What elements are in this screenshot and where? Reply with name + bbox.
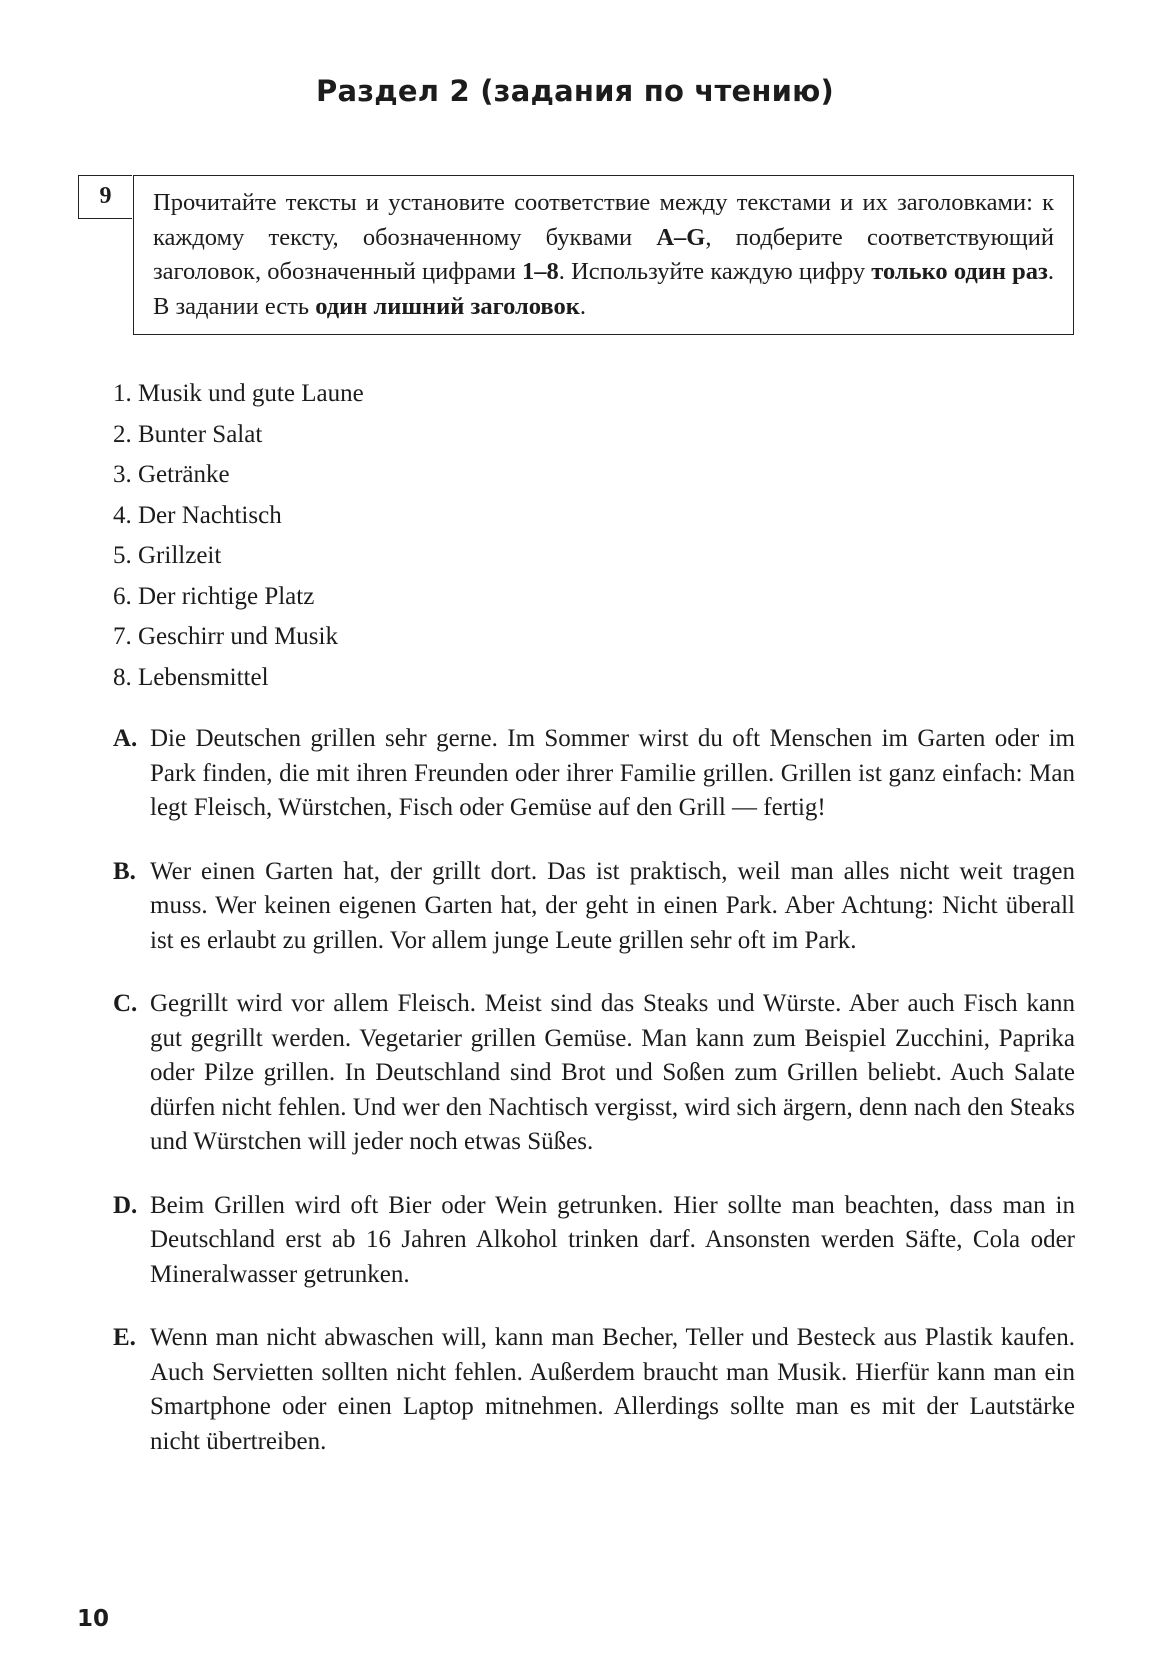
text-body: Gegrillt wird vor allem Fleisch. Meist sind das Steaks und Würste. Aber auch Fisch kann gut gegrillt werden. Vegetarier grillen Gemüse. Man kann zum Beispiel Zucchini, Paprika oder Pilze grillen. In Deutschland sind Brot und Soßen zum Grillen beliebt. Auch Salate dürfen nicht fehlen. Und wer den Nachtisch vergisst, wird sich ärgern, denn nach den Steaks und Würstchen will jeder noch etwas Süßes.	[150, 990, 1075, 1155]
text-letter: A.	[113, 725, 138, 752]
text-letter: E.	[113, 1324, 136, 1351]
instruction-part: Прочитайте тексты и установите соответствие между текстами и их заголовками: к каждому тексту, обозначенному буквами	[153, 189, 1054, 251]
texts-list	[113, 722, 1075, 1488]
task-number: 9	[78, 175, 132, 219]
instruction-part-bold: 1–8	[522, 258, 559, 285]
instruction-part: .	[579, 292, 586, 320]
text-body: Beim Grillen wird oft Bier oder Wein getrunken. Hier sollte man beachten, dass man in Deutschland erst ab 16 Jahren Alkohol trinken darf. Ansonsten werden Säfte, Cola oder Mineralwasser getrunken.	[150, 1191, 1075, 1288]
instruction-part: , подберите соответствующий заголовок, обозначенный цифрами	[153, 223, 1054, 285]
text-letter: C.	[113, 990, 138, 1017]
instruction-part-bold: только один раз	[871, 258, 1048, 285]
heading-item: 2. Bunter Salat	[113, 420, 263, 448]
headings-list	[113, 374, 364, 698]
instruction-part-bold: A–G	[656, 223, 706, 251]
instruction-part: . В задании есть	[153, 258, 1054, 320]
instruction-part-bold: один лишний заголовок	[315, 292, 580, 320]
text-letter: B.	[113, 857, 136, 885]
page-title: Раздел 2 (задания по чтению)	[316, 74, 834, 108]
text-body: Wer einen Garten hat, der grillt dort. Das ist praktisch, weil man alles nicht weit tragen muss. Wer keinen eigenen Garten hat, der geht in einen Park. Aber Achtung: Nicht überall ist es erlaubt zu grillen. Vor allem junge Leute grillen sehr oft im Park.	[150, 857, 1075, 954]
text-item	[113, 987, 1075, 1160]
task-instruction	[133, 175, 1074, 335]
page-number: 10	[77, 1606, 110, 1632]
text-item	[113, 722, 1075, 826]
heading-item: 5. Grillzeit	[113, 542, 222, 569]
heading-item: 8. Lebensmittel	[113, 663, 269, 691]
heading-item: 4. Der Nachtisch	[113, 501, 282, 529]
heading-item: 3. Getränke	[113, 461, 230, 488]
text-letter: D.	[113, 1191, 138, 1219]
text-body: Wenn man nicht abwaschen will, kann man Becher, Teller und Besteck aus Plastik kaufen. Auch Servietten sollten nicht fehlen. Außerdem braucht man Musik. Hierfür kann man ein Smartphone oder einen Laptop mitnehmen. Allerdings sollte man es mit der Lautstärke nicht übertreiben.	[150, 1324, 1075, 1455]
heading-item: 6. Der richtige Platz	[113, 582, 315, 610]
instruction-part: . Используйте каждую цифру	[558, 258, 872, 285]
text-item	[113, 1321, 1075, 1459]
heading-item: 1. Musik und gute Laune	[113, 380, 364, 407]
text-item	[113, 855, 1075, 959]
text-item	[113, 1189, 1075, 1293]
text-body: Die Deutschen grillen sehr gerne. Im Sommer wirst du oft Menschen im Garten oder im Park finden, die mit ihren Freunden oder ihrer Familie grillen. Grillen ist ganz einfach: Man legt Fleisch, Würstchen, Fisch oder Gemüse auf den Grill — fertig!	[150, 725, 1075, 821]
heading-item: 7. Geschirr und Musik	[113, 623, 338, 650]
